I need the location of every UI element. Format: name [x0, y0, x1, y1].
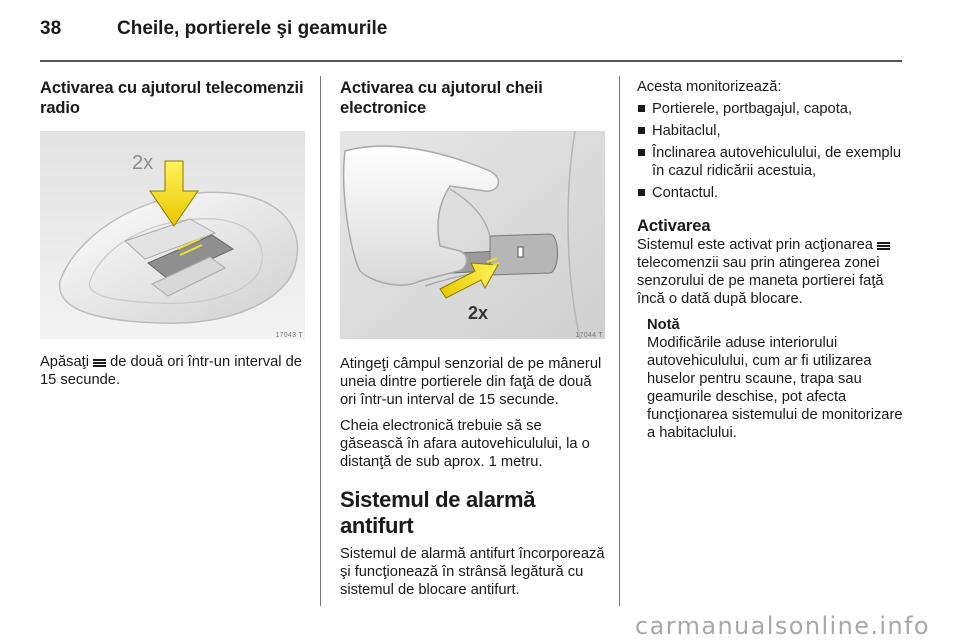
- column-divider: [320, 76, 321, 606]
- monitoring-intro: Acesta monitorizează:: [637, 79, 782, 95]
- page-number: 38: [40, 18, 62, 39]
- remote-activation-instructions: [40, 353, 305, 389]
- monitoring-bullet: Contactul.: [637, 184, 905, 202]
- column-divider: [619, 76, 620, 606]
- electronic-key-distance-note: Cheia electronică trebuie să se găsească în afara autovehiculului, la o distanţă de sub aprox. 1 metru.: [340, 418, 590, 470]
- remote-key-figure: [40, 131, 305, 339]
- figure-badge: 2x: [468, 303, 489, 323]
- watermark: [0, 612, 960, 642]
- remote-activation-heading: Activarea cu ajutorul telecomenzii radio: [40, 79, 304, 117]
- activation-text-part: telecomenzii sau prin atingerea zonei senzorului de pe maneta portierei faţă încă o dată după blocare.: [637, 255, 884, 307]
- alarm-system-heading: Sistemul de alarmă antifurt: [340, 487, 536, 538]
- door-handle-figure: [340, 131, 605, 339]
- note-box: [637, 316, 905, 442]
- activation-text-part: Sistemul este activat prin acţionarea: [637, 237, 873, 253]
- figure-id: 17043 T: [275, 332, 303, 339]
- monitoring-bullet: Înclinarea autovehiculului, de exemplu în cazul ridicării acestuia,: [637, 144, 905, 180]
- column-remote-activation: [40, 78, 305, 389]
- electronic-key-heading: Activarea cu ajutorul cheii electronice: [340, 79, 543, 117]
- note-title: Notă: [647, 317, 680, 333]
- chapter-title: Cheile, portierele şi geamurile: [117, 18, 388, 39]
- watermark-text: carmanualsonline.info: [635, 612, 930, 640]
- alarm-system-description: Sistemul de alarmă antifurt încorporează şi funcţionează în strânsă legătură cu sistemul de blocare antifurt.: [340, 546, 605, 598]
- electronic-key-instructions: Atingeţi câmpul senzorial de pe mânerul uneia dintre portierele din faţă de două ori într-un interval de 15 secunde.: [340, 356, 602, 408]
- door-handle-illustration: [340, 131, 605, 339]
- column-monitoring: [637, 78, 905, 442]
- lock-button-icon: [93, 359, 106, 367]
- figure-badge: 2x: [132, 152, 154, 174]
- lock-button-icon: [877, 242, 890, 250]
- figure-id: 17044 T: [575, 332, 603, 339]
- header-rule: [40, 60, 902, 62]
- column-electronic-key-activation: [340, 78, 605, 599]
- instruction-text: Apăsaţi: [40, 354, 89, 370]
- note-text: Modificările aduse interiorului autovehiculului, cum ar fi utilizarea huselor pentru scaune, trapa sau geamurile deschise, pot afecta funcţionarea sistemului de monitorizare a habitaclului.: [647, 335, 903, 441]
- instruction-text: de două ori într-un interval de 15 secunde.: [40, 354, 302, 388]
- remote-key-illustration: [40, 131, 305, 339]
- monitoring-bullet: Habitaclul,: [637, 122, 905, 140]
- activation-heading: Activarea: [637, 217, 711, 235]
- monitoring-bullet: Portierele, portbagajul, capota,: [637, 100, 905, 118]
- activation-text: [637, 236, 905, 308]
